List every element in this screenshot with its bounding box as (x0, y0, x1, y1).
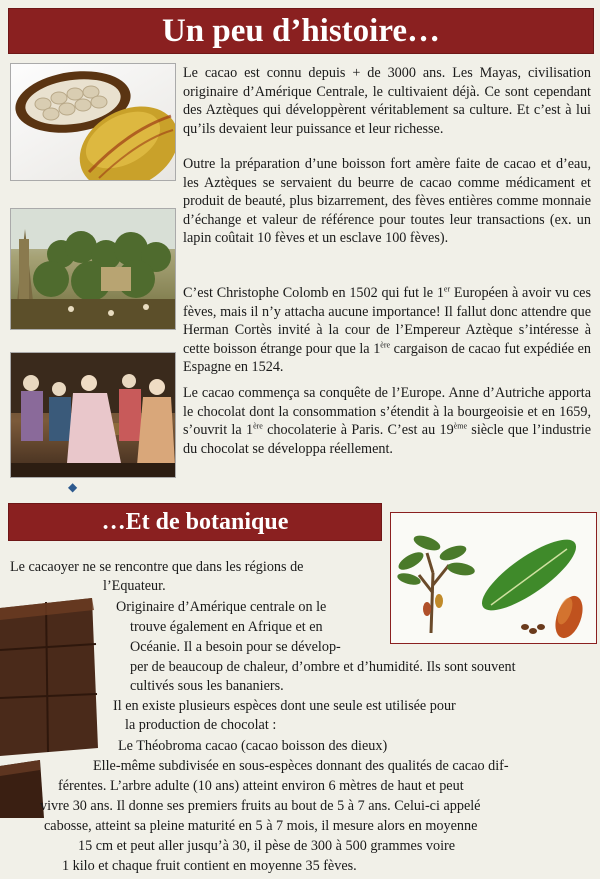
botany-line: l’Equateur. (103, 578, 166, 594)
history-paragraph-2: Outre la préparation d’une boisson fort amère faite de cacao et d’eau, les Aztèques se servaient du beurre de cacao comme médicament et produit de beauté, plus bizarrement, des fèves entières comme monnaie d’échange et valeur de référence pour toutes leur transactions (ex. un lapin coûtait 10 fèves et un esclave 100 fèves). (183, 156, 591, 246)
history-paragraph-1: Le cacao est connu depuis + de 3000 ans. Les Mayas, civilisation originaire d’Amérique Centrale, le cultivaient déjà. Ce sont cependant des Aztèques qui développèrent véritablement sa culture. Et c’est à lui qu’ils devaient leur puissance et leur richesse. (183, 65, 591, 137)
cacao-pods-image (10, 63, 176, 181)
botany-line: per de beaucoup de chaleur, d’ombre et d’humidité. Ils sont souvent (130, 659, 516, 675)
aztec-ruins-image (10, 208, 176, 330)
botany-line: Il en existe plusieurs espèces dont une seule est utilisée pour (113, 698, 456, 714)
history-title: Un peu d’histoire… (8, 8, 594, 54)
cacao-botany-illustration (390, 512, 597, 644)
botany-line: Elle-même subdivisée en sous-espèces donnant des qualités de cacao dif- (93, 758, 509, 774)
botany-line: trouve également en Afrique et en (130, 619, 323, 635)
botany-line: la production de chocolat : (125, 717, 277, 733)
botany-line: vivre 30 ans. Il donne ses premiers fruits au bout de 5 à 7 ans. Celui-ci appelé (40, 798, 481, 814)
botany-line: Le cacaoyer ne se rencontre que dans les régions de (10, 559, 304, 575)
history-paragraph-3: C’est Christophe Colomb en 1502 qui fut le 1er Européen à avoir vu ces fèves, mais il n’y attacha aucune importance! Il fallut donc attendre que Herman Cortès invité à la cour de l’Empereur Aztèque s’intéresse à cette boisson étrange pour que la 1ère cargaison de cacao fut expédiée en Espagne en 1524. (183, 284, 591, 375)
ink-mark-icon: ◆ (68, 480, 78, 494)
botany-line: férentes. L’arbre adulte (10 ans) atteint environ 6 mètres de haut et peut (58, 778, 464, 794)
court-scene-image (10, 352, 176, 478)
botany-line: cultivés sous les bananiers. (130, 678, 284, 694)
botany-line: Le Théobroma cacao (cacao boisson des dieux) (118, 738, 388, 754)
history-paragraph-4: Le cacao commença sa conquête de l’Europe. Anne d’Autriche apporta le chocolat dont la consommation s’étendit à la bourgeoisie et en 1659, s’ouvrit la 1ère chocolaterie à Paris. C’est au 19ème siècle que l’industrie du chocolat se développa réellement. (183, 385, 591, 457)
botany-line: Originaire d’Amérique centrale on le (116, 599, 327, 615)
botany-line: 15 cm et peut aller jusqu’à 30, il pèse de 300 à 500 grammes voire (78, 838, 456, 854)
botany-line: cabosse, atteint sa pleine maturité en 5 à 7 mois, il mesure alors en moyenne (44, 818, 478, 834)
botany-title: …Et de botanique (8, 503, 382, 541)
botany-line: 1 kilo et chaque fruit contient en moyenne 35 fèves. (62, 858, 357, 874)
botany-line: Océanie. Il a besoin pour se dévelop- (130, 639, 341, 655)
